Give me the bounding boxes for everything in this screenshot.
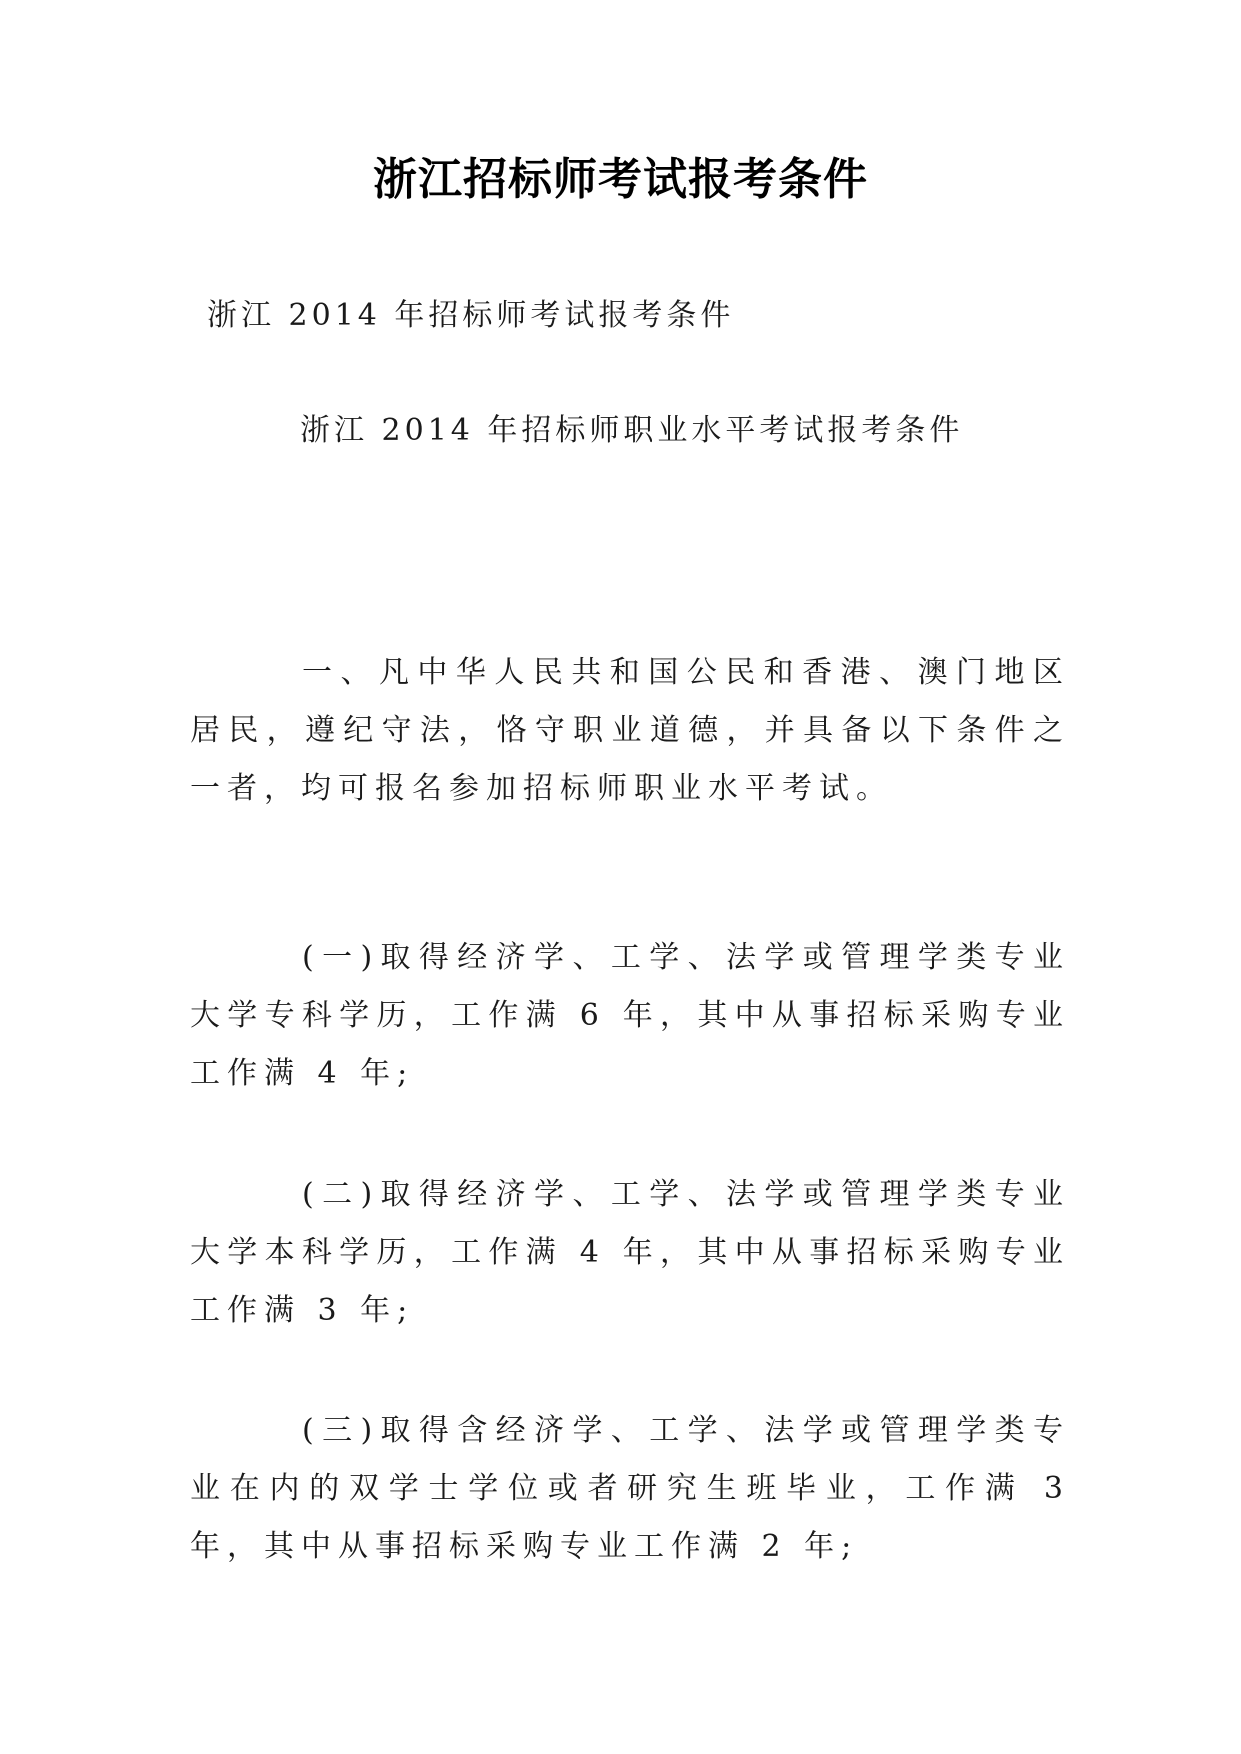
condition-item-3: (三)取得含经济学、工学、法学或管理学类专业在内的双学士学位或者研究生班毕业，工作满 3 年，其中从事招标采购专业工作满 2 年; (190, 1413, 1070, 1564)
subtitle-line-2: 浙江 2014 年招标师职业水平考试报考条件 (300, 413, 964, 448)
document-title: 浙江招标师考试报考条件 (373, 154, 868, 205)
condition-item-1: (一)取得经济学、工学、法学或管理学类专业大学专科学历，工作满 6 年，其中从事招标采购专业工作满 4 年; (190, 940, 1070, 1091)
condition-item-2: (二)取得经济学、工学、法学或管理学类专业大学本科学历，工作满 4 年，其中从事招标采购专业工作满 3 年; (190, 1177, 1070, 1328)
subtitle-line-1: 浙江 2014 年招标师考试报考条件 (207, 298, 735, 333)
intro-paragraph: 一、凡中华人民共和国公民和香港、澳门地区居民，遵纪守法，恪守职业道德，并具备以下条件之一者，均可报名参加招标师职业水平考试。 (190, 655, 1070, 806)
